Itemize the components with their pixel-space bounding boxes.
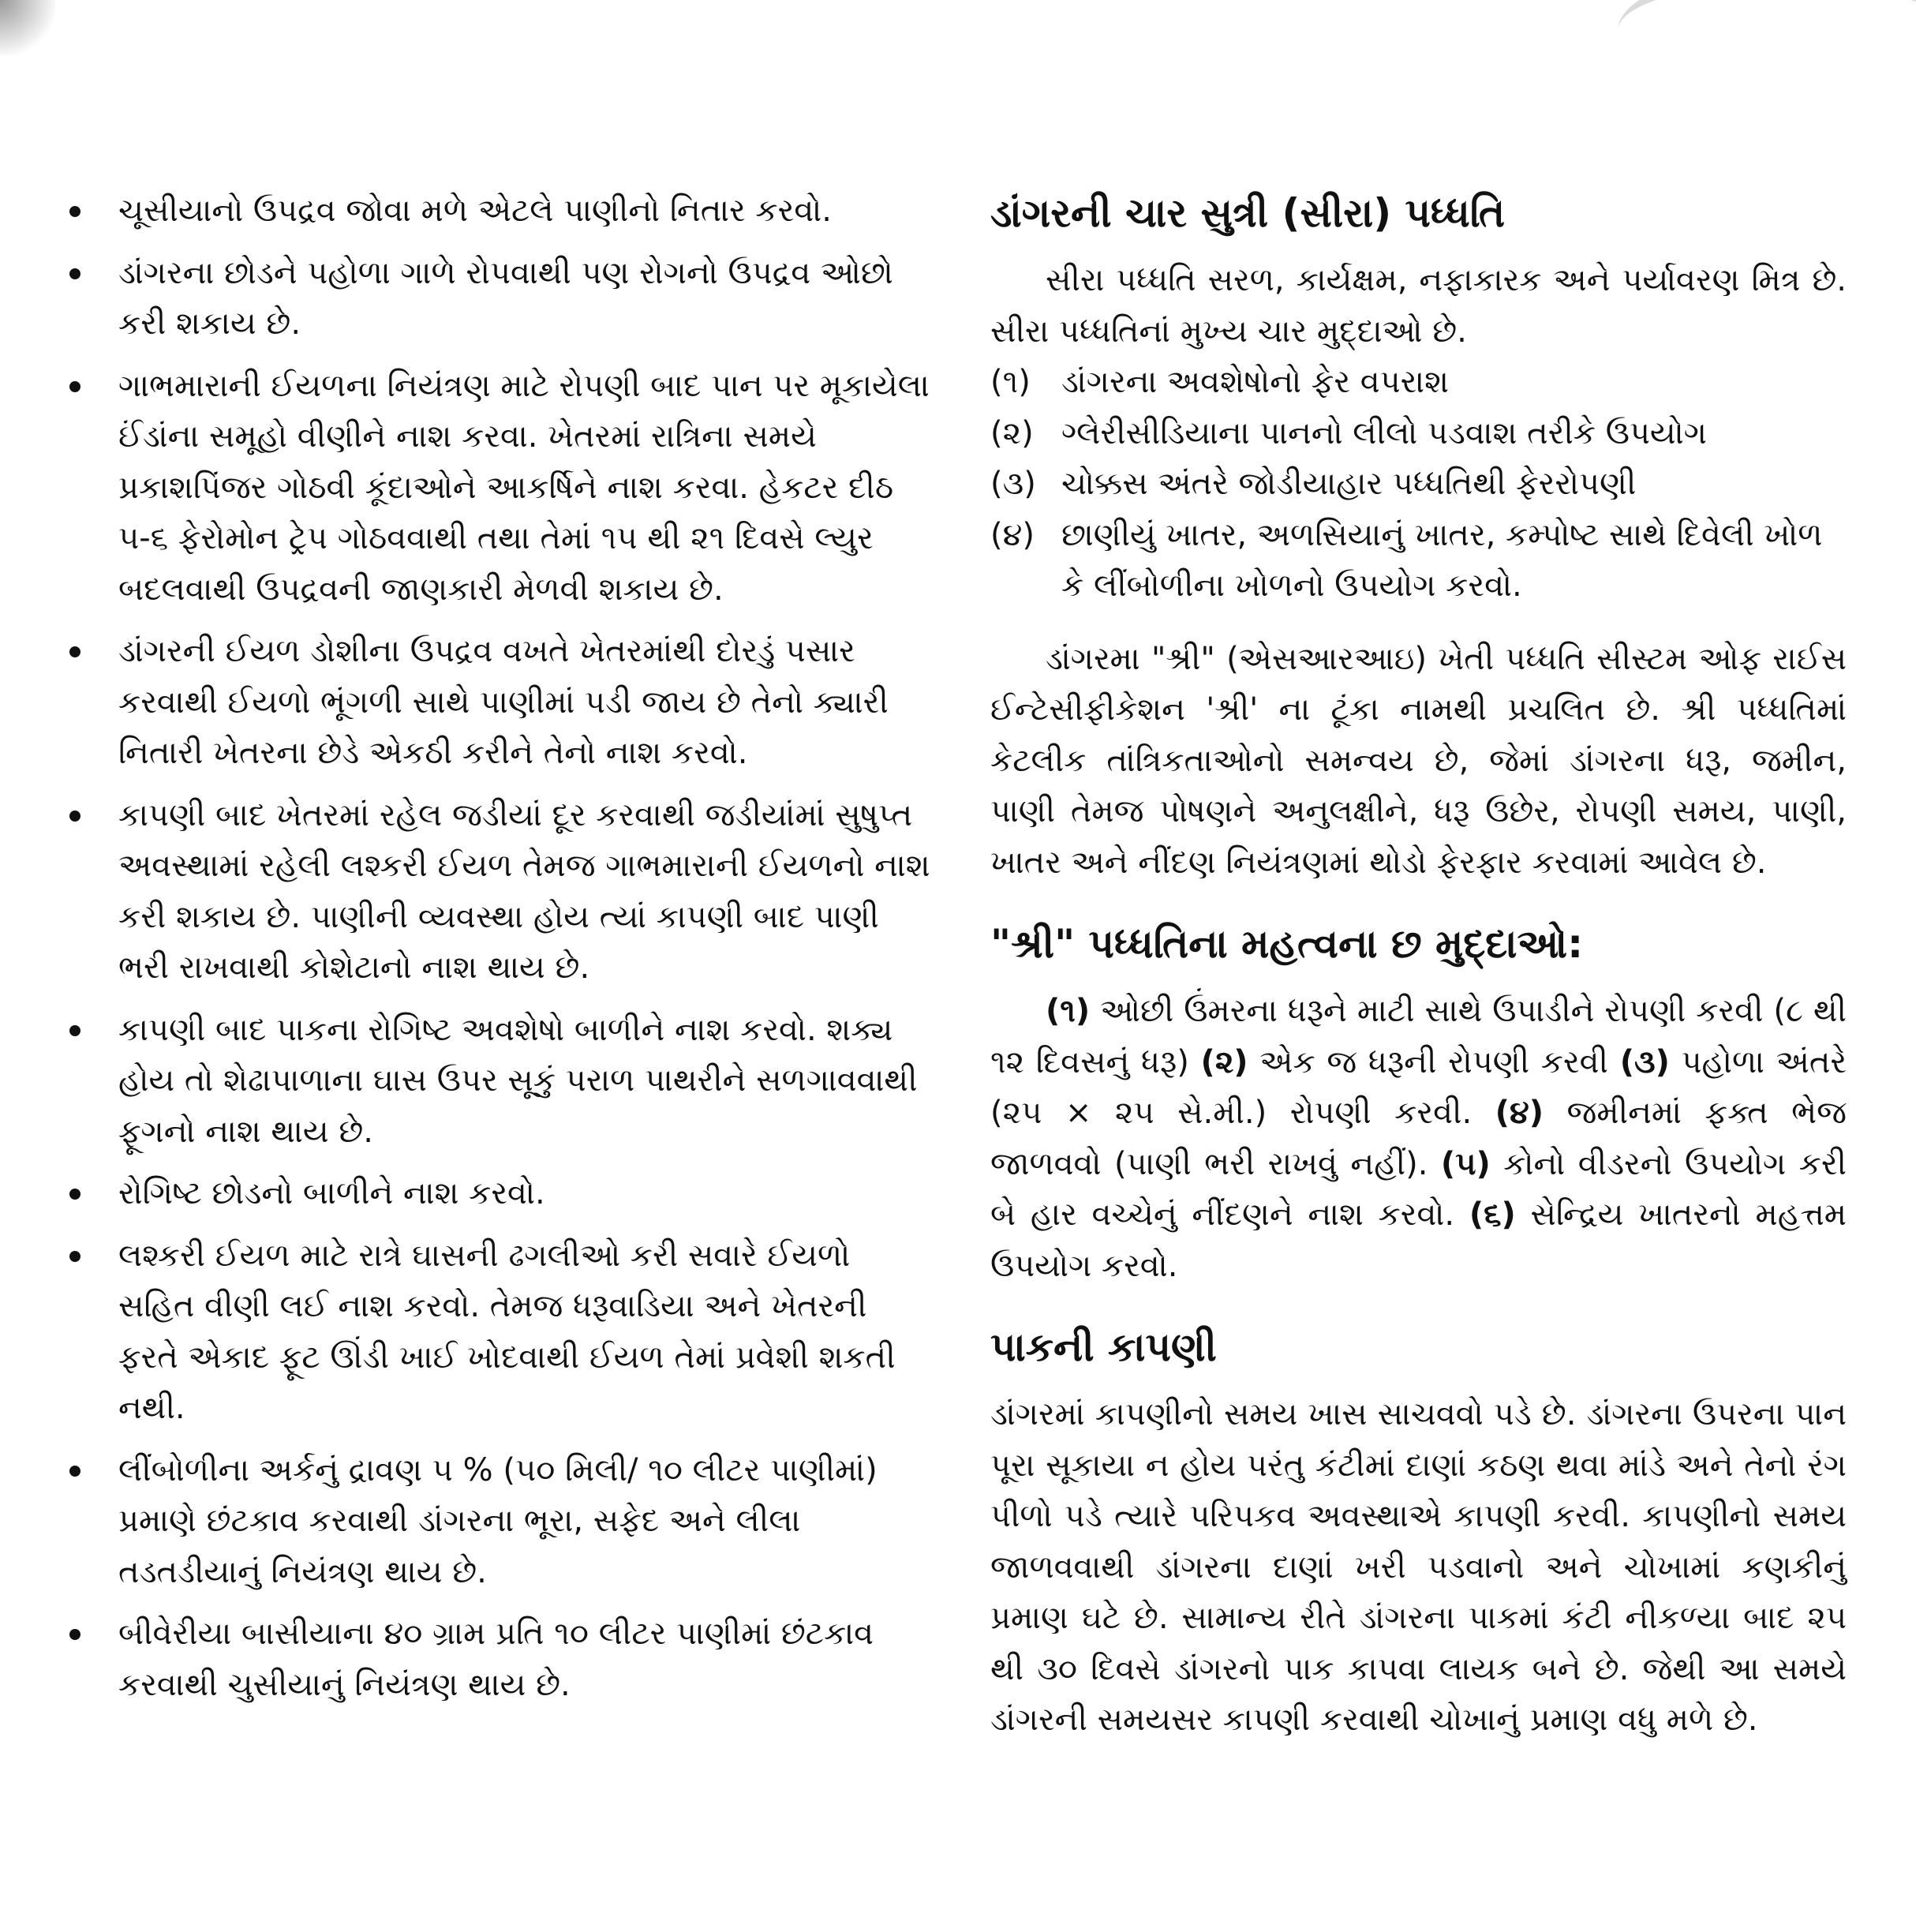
page-edge-arc xyxy=(1618,0,1916,93)
harvest-paragraph: ડાંગરમાં કાપણીનો સમય ખાસ સાચવવો પડે છે. ડાંગરના ઉપરના પાન પૂરા સૂકાયા ન હોય પરંતુ કંટીમાં દાણાં કઠણ થવા માંડે અને તેનો રંગ પીળો પડે ત્યારે પરિપકવ અવસ્થાએ કાપણી કરવી. કાપણીનો સમય જાળવવાથી ડાંગરના દાણાં ખરી પડવાનો અને ચોખામાં કણકીનું પ્રમાણ ઘટે છે. સામાન્ય રીતે ડાંગરના પાકમાં કંટી નીકળ્યા બાદ ૨૫ થી ૩૦ દિવસે ડાંગરનો પાક કાપવા લાયક બને છે. જેથી આ સમયે ડાંગરની સમયસર કાપણી કરવાથી ચોખાનું પ્રમાણ વધુ મળે છે. xyxy=(990,1396,1847,1738)
bullet-icon xyxy=(69,646,80,657)
bullet-icon xyxy=(69,1025,80,1036)
sira-intro: સીરા પધ્ધતિ સરળ, કાર્યક્ષમ, નફાકારક અને પર્યાવરણ મિત્ર છે. સીરા પધ્ધતિનાં મુખ્ય ચાર મુદ્દાઓ છે. xyxy=(990,262,1847,350)
list-item: કાપણી બાદ પાકના રોગિષ્ટ અવશેષો બાળીને નાશ કરવો. શક્ય હોય તો શેઢાપાળાના ઘાસ ઉપર સૂકું પરાળ પાથરીને સળગાવવાથી ફૂગનો નાશ થાય છે. xyxy=(55,1005,931,1158)
bullet-icon xyxy=(69,1189,80,1200)
sri-points-paragraph: (૧) ઓછી ઉંમરના ધરૂને માટી સાથે ઉપાડીને રોપણી કરવી (૮ થી ૧૨ દિવસનું ધરૂ) (૨) એક જ ધરૂની રોપણી કરવી (૩) પહોળા અંતરે (૨૫ × ૨૫ સે.મી.) રોપણી કરવી. (૪) જમીનમાં ફક્ત ભેજ જાળવવો (પાણી ભરી રાખવું નહીં). (૫) કોનો વીડરનો ઉપયોગ કરી બે હાર વચ્ચેનું નીંદણને નાશ કરવો. (૬) સેન્દ્રિય ખાતરનો મહત્તમ ઉપયોગ કરવો. xyxy=(990,993,1847,1284)
list-item: બીવેરીયા બાસીયાના ૪૦ ગ્રામ પ્રતિ ૧૦ લીટર પાણીમાં છંટકાવ કરવાથી ચુસીયાનું નિયંત્રણ થાય છે. xyxy=(55,1608,931,1710)
section-heading-sira: ડાંગરની ચાર સુત્રી (સીરા) પધ્ધતિ xyxy=(990,190,1506,236)
list-item: લીંબોળીના અર્કનું દ્રાવણ ૫ % (૫૦ મિલી/ ૧૦ લીટર પાણીમાં) પ્રમાણે છંટકાવ કરવાથી ડાંગરના ભૂરા, સફેદ અને લીલા તડતડીયાનું નિયંત્રણ થાય છે. xyxy=(55,1445,931,1598)
list-item: (૪) છાણીયું ખાતર, અળસિયાનું ખાતર, કમ્પોષ્ટ સાથે દિવેલી ખોળ કે લીંબોળીના ખોળનો ઉપયોગ કરવો. xyxy=(990,516,1823,604)
list-item: ડાંગરની ઈયળ ડોશીના ઉપદ્રવ વખતે ખેતરમાંથી દોરડું પસાર કરવાથી ઈયળો ભૂંગળી સાથે પાણીમાં પડી જાય છે તેનો ક્યારી નિતારી ખેતરના છેડે એકઠી કરીને તેનો નાશ કરવો. xyxy=(55,626,931,779)
sri-description: ડાંગરમા "શ્રી" (એસઆરઆઇ) ખેતી પધ્ધતિ સીસ્ટમ ઓફ રાઈસ ઈન્ટેસીફીકેશન 'શ્રી' ના ટૂંકા નામથી પ્રચલિત છે. શ્રી પધ્ધતિમાં કેટલીક તાંત્રિકતાઓનો સમન્વય છે, જેમાં ડાંગરના ધરૂ, જમીન, પાણી તેમજ પોષણને અનુલક્ષીને, ધરૂ ઉછેર, રોપણી સમય, પાણી, ખાતર અને નીંદણ નિયંત્રણમાં થોડો ફેરફાર કરવામાં આવેલ છે. xyxy=(990,640,1847,881)
list-item: (૩) ચોક્કસ અંતરે જોડીયાહાર પધ્ધતિથી ફેરરોપણી xyxy=(990,466,1637,502)
list-item: ગાભમારાની ઈયળના નિયંત્રણ માટે રોપણી બાદ પાન પર મૂકાયેલા ઈંડાંના સમૂહો વીણીને નાશ કરવા. ખેતરમાં રાત્રિના સમયે પ્રકાશપિંજર ગોઠવી કૂંદાઓને આકર્ષિને નાશ કરવા. હેકટર દીઠ ૫-૬ ફેરોમોન ટ્રેપ ગોઠવવાથી તથા તેમાં ૧૫ થી ૨૧ દિવસે લ્યુર બદલવાથી ઉપદ્રવની જાણકારી મેળવી શકાય છે. xyxy=(55,361,931,616)
section-heading-harvest: પાકની કાપણી xyxy=(990,1324,1217,1370)
bullet-icon xyxy=(69,1466,80,1477)
sira-points xyxy=(990,357,1847,612)
list-item: કાપણી બાદ ખેતરમાં રહેલ જડીયાં દૂર કરવાથી જડીયાંમાં સુષુપ્ત અવસ્થામાં રહેલી લશ્કરી ઈયળ તેમજ ગાભમારાની ઈયળનો નાશ કરી શકાય છે. પાણીની વ્યવસ્થા હોય ત્યાં કાપણી બાદ પાણી ભરી રાખવાથી કોશેટાનો નાશ થાય છે. xyxy=(55,790,931,994)
left-column xyxy=(55,185,931,1721)
pest-control-list xyxy=(55,185,931,1710)
list-item: લશ્કરી ઈયળ માટે રાત્રે ઘાસની ઢગલીઓ કરી સવારે ઈયળો સહિત વીણી લઈ નાશ કરવો. તેમજ ધરૂવાડિયા અને ખેતરની ફરતે એકાદ ફૂટ ઊંડી ખાઈ ખોદવાથી ઈયળ તેમાં પ્રવેશી શકતી નથી. xyxy=(55,1230,931,1434)
bullet-icon xyxy=(69,1629,80,1640)
list-item: (૨) ગ્લેરીસીડિયાના પાનનો લીલો પડવાશ તરીકે ઉપયોગ xyxy=(990,414,1707,451)
bullet-icon xyxy=(69,206,80,217)
section-heading-sri-points: "શ્રી" પધ્ધતિના મહત્વના છ મુદ્દાઓ: xyxy=(990,921,1584,967)
bullet-icon xyxy=(69,1251,80,1262)
bullet-icon xyxy=(69,811,80,822)
bullet-icon xyxy=(69,268,80,279)
bullet-icon xyxy=(69,381,80,392)
list-item: રોગિષ્ટ છોડનો બાળીને નાશ કરવો. xyxy=(55,1168,931,1219)
list-item: (૧) ડાંગરના અવશેષોનો ફેર વપરાશ xyxy=(990,364,1449,400)
right-column xyxy=(990,185,1847,1760)
list-item: ચૂસીયાનો ઉપદ્રવ જોવા મળે એટલે પાણીનો નિતાર કરવો. xyxy=(55,185,931,237)
list-item: ડાંગરના છોડને પહોળા ગાળે રોપવાથી પણ રોગનો ઉપદ્રવ ઓછો કરી શકાય છે. xyxy=(55,248,931,350)
scan-shadow-corner xyxy=(0,0,55,55)
